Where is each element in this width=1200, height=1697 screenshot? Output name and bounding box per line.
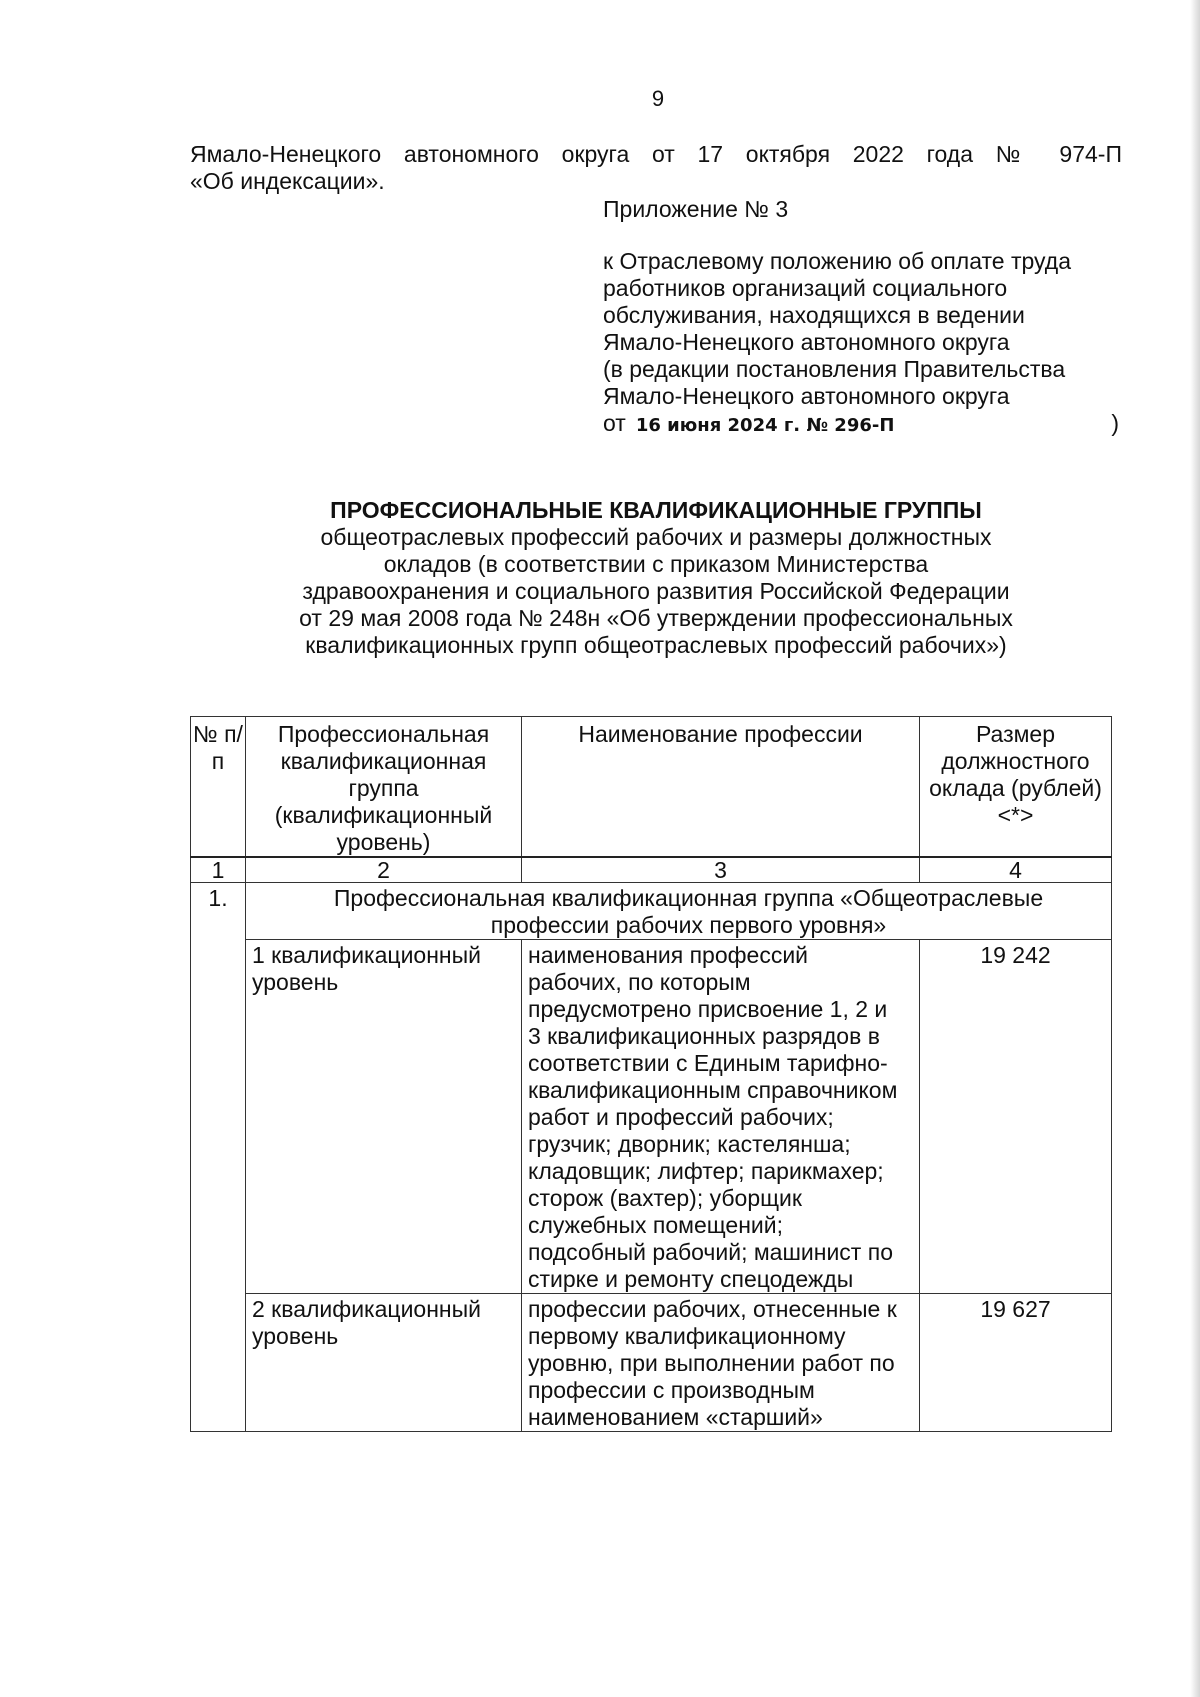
header-col-number: № п/п <box>191 717 246 858</box>
heading-line: окладов (в соответствии с приказом Министерства <box>383 551 929 577</box>
page-number: 9 <box>651 86 665 111</box>
table-index-row <box>191 857 1112 883</box>
appendix-line: к Отраслевому положению об оплате труда <box>603 248 1071 274</box>
salary-cell: 19 627 <box>920 1294 1112 1432</box>
table-group-row <box>191 883 1112 940</box>
index-cell: 4 <box>920 857 1112 883</box>
appendix-line: Ямало-Ненецкого автономного округа <box>603 383 1010 409</box>
appendix-block <box>603 196 1123 439</box>
page-edge-shadow <box>1190 0 1200 1697</box>
continuation-text <box>190 141 1122 195</box>
heading-line: здравоохранения и социального развития Российской Федерации <box>302 578 1010 604</box>
heading-line: от 29 мая 2008 года № 248н «Об утверждении профессиональных <box>299 605 1013 631</box>
appendix-date-value: 16 июня 2024 г. № 296-П <box>635 415 895 436</box>
heading-title: ПРОФЕССИОНАЛЬНЫЕ КВАЛИФИКАЦИОННЫЕ ГРУППЫ <box>330 497 982 523</box>
appendix-line: работников организаций социального <box>603 275 1008 301</box>
profession-cell: профессии рабочих, отнесенные к первому квалификационному уровню, при выполнении работ по профессии с производным наименованием «старший» <box>522 1294 920 1432</box>
continuation-line-1: Ямало-Ненецкого автономного округа от 17 октября 2022 года № 974-П <box>190 141 1122 167</box>
salary-cell: 19 242 <box>920 940 1112 1294</box>
header-col-profession: Наименование профессии <box>522 717 920 858</box>
appendix-line: Ямало-Ненецкого автономного округа <box>603 329 1010 355</box>
index-cell: 3 <box>522 857 920 883</box>
index-cell: 1 <box>191 857 246 883</box>
heading-line: общеотраслевых профессий рабочих и размеры должностных <box>320 524 992 550</box>
appendix-line: (в редакции постановления Правительства <box>603 356 1066 382</box>
table-header-row <box>191 717 1112 858</box>
appendix-line: обслуживания, находящихся в ведении <box>603 302 1025 328</box>
qualification-groups-table <box>190 716 1112 1432</box>
appendix-date-prefix: от <box>603 410 626 436</box>
level-cell: 1 квалификационный уровень <box>246 940 522 1294</box>
table-row <box>191 1294 1112 1432</box>
appendix-date-row <box>603 410 1123 439</box>
document-heading <box>190 497 1122 659</box>
continuation-line-2: «Об индексации». <box>190 168 385 194</box>
profession-cell: наименования профессий рабочих, по которым предусмотрено присвоение 1, 2 и 3 квалификационных разрядов в соответствии с Единым тарифно-квалификационным справочником работ и профессий рабочих; грузчик; дворник; кастелянша; кладовщик; лифтер; парикмахер; сторож (вахтер); уборщик служебных помещений; подсобный рабочий; машинист по стирке и ремонту спецодежды <box>522 940 920 1294</box>
group-number: 1. <box>191 883 246 1432</box>
table-row <box>191 940 1112 1294</box>
appendix-title: Приложение № 3 <box>603 196 789 222</box>
header-col-group: Профессиональная квалификационная группа (квалификационный уровень) <box>246 717 522 858</box>
level-cell: 2 квалификационный уровень <box>246 1294 522 1432</box>
group-title: Профессиональная квалификационная группа «Общеотраслевые профессии рабочих первого уровня» <box>246 883 1112 940</box>
appendix-close-paren: ) <box>1111 410 1119 436</box>
heading-line: квалификационных групп общеотраслевых профессий рабочих») <box>305 632 1007 658</box>
index-cell: 2 <box>246 857 522 883</box>
header-col-salary: Размер должностного оклада (рублей) <*> <box>920 717 1112 858</box>
